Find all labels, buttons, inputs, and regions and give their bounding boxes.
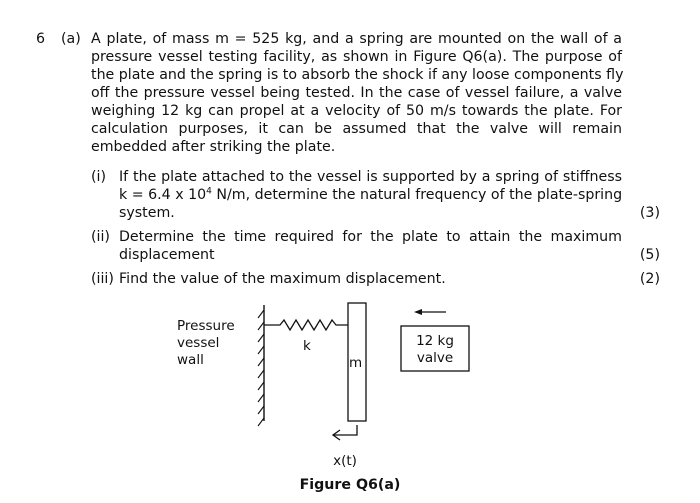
- valve-label-line: 12 kg: [416, 333, 454, 349]
- subpart-i-marks: (3): [639, 205, 660, 221]
- valve-arrow-head: [414, 309, 422, 315]
- stiffness-rest: N/m, determine the natural frequency of the plate-spring: [211, 187, 623, 203]
- subpart-iii-label: (iii): [91, 271, 114, 287]
- intro-line: off the pressure vessel being tested. In the case of vessel failure, a valve: [91, 85, 622, 101]
- question-part: (a): [61, 31, 81, 47]
- subpart-i-line: system.: [119, 205, 175, 221]
- wall-label-line: wall: [177, 352, 204, 368]
- subpart-iii-marks: (2): [639, 271, 660, 287]
- subpart-i-label: (i): [91, 169, 107, 185]
- intro-line: calculation purposes, it can be assumed that the valve will remain: [91, 121, 622, 137]
- stiffness-exponent: 4: [206, 186, 212, 197]
- wall-label-line: Pressure: [177, 318, 235, 334]
- wall-hatching: [258, 310, 264, 426]
- figure-caption: Figure Q6(a): [299, 477, 401, 493]
- subpart-ii-marks: (5): [639, 247, 660, 263]
- subpart-ii-label: (ii): [91, 229, 110, 245]
- intro-line: embedded after striking the plate.: [91, 139, 336, 155]
- wall-label-line: vessel: [177, 335, 220, 351]
- displacement-label: x(t): [333, 453, 357, 469]
- subpart-iii-line: Find the value of the maximum displacement.: [119, 271, 446, 287]
- spring: [264, 320, 348, 330]
- subpart-i-line: If the plate attached to the vessel is supported by a spring of stiffness: [119, 169, 622, 185]
- subpart-ii-line: displacement: [119, 247, 215, 263]
- intro-line: the plate and the spring is to absorb the shock if any loose components fly: [91, 67, 624, 83]
- displacement-arrow-line: [333, 425, 357, 435]
- intro-line: A plate, of mass m = 525 kg, and a spring are mounted on the wall of a: [91, 31, 622, 47]
- plate-label: m: [349, 355, 363, 371]
- intro-line: weighing 12 kg can propel at a velocity of 50 m/s towards the plate. For: [91, 103, 622, 119]
- spring-label: k: [303, 338, 311, 354]
- stiffness-value: k = 6.4 x 10: [119, 187, 207, 203]
- intro-line: pressure vessel testing facility, as shown in Figure Q6(a). The purpose of: [91, 49, 622, 65]
- question-number: 6: [36, 31, 46, 47]
- subpart-ii-line: Determine the time required for the plate to attain the maximum: [119, 229, 622, 245]
- valve-label-line: valve: [416, 350, 454, 366]
